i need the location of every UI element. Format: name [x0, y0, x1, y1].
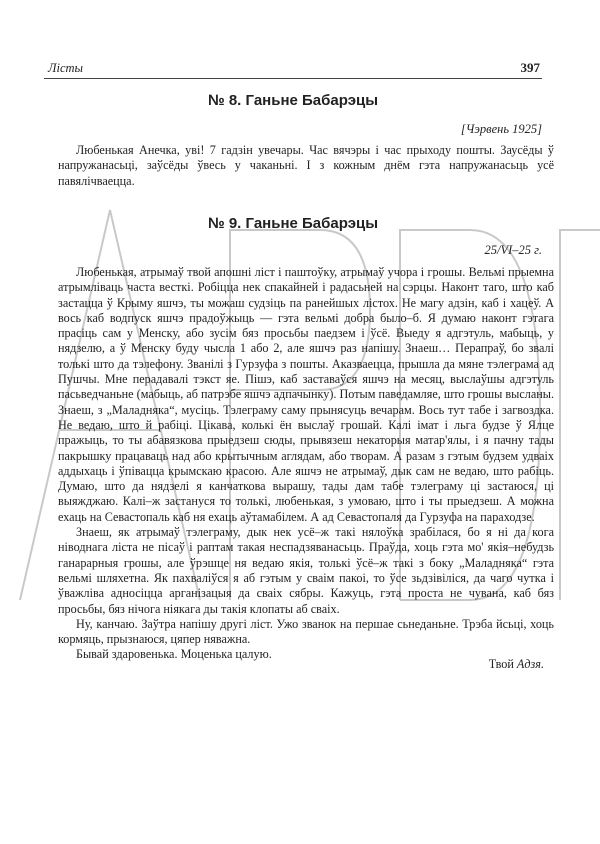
letter-9-title: № 9. Ганьне Бабарэцы [207, 215, 379, 232]
paragraph: Любенькая, атрымаў твой апошні ліст і паштоўку, атрымаў учора і грошы. Вельмі прыемна атрымліваць часта весткі. Робіцца нек спакайней і радасьней на сэрцы. Наконт таго, што каб застацца ў Крыму яшчэ, ты можаш судзіць па ранейшых лістох. Не магу адзін, каб і хацеў. А вось каб водпуск яшчэ прадоўжыць — гэта вельмі добра было–б. Я думаю наконт гэтага прасіць сам у Менску, або зусім бяз просьбы паедзем і ўсё. Выеду я адгэтуль, мабыць, у нядзелю, а ў Менску буду чысла 1 або 2, але яшчэ раз напішу. Знаеш… Перапраў, бо звалі толькі што да тэлефону. Званілі з Гурзуфа з пошты. Аказваецца, прышла да мяне тэлеграма ад Пушчы. Мне перадавалі тэкст яе. Пішэ, каб заставаўся яшчэ на месяц, выслаўшы адгэтуль пасьведчаньне (мабыць, аб патрэбе яшчэ адпачынку). Потым паведамляе, што грошы высланы. Знаеш, з „Маладняка“, мусіць. Тэлеграму саму прынясуць вечарам. Вось тут табе і загвоздка. Не ведаю, што й рабіці. Цікава, колькі ён выслаў грошай. Калі імат і льга будзе ў Ялце пражыць, то ты абавязкова прыедзеш сюды, прывязеш некаторыя матар'ялы, і я пачну тады пакрышку працаваць над або крытычным аглядам, або творам. А разам з гэтым будзем удваіх аддыхаць і ўпівацца крымскаю красою. Але яшчэ не атрымаў, дык сам не ведаю, што рабіць. Думаю, што да нядзелі я канчаткова вырашу, тады дам табе тэлеграму ці застаюся, ці выяжджаю. Калі–ж застануся то толькі, любенькая, з умоваю, што і ты прыедзеш. А можна ехаць на Севастопаль каб ня ехаць аўтамабілем. А ад Севастопаля да Гурзуфа на параходзе. [58, 265, 554, 524]
paragraph: Любенькая Анечка, уві! 7 гадзін увечары. Час вячэры і час прыходу пошты. Заусёды ў напружанасьці, заўсёды ўвесь у чаканьні. І з кожным днём гэта напружанасьць усё павялічваецца. [58, 143, 554, 188]
signature-prefix: Твой [488, 657, 514, 671]
running-title: Лісты [48, 61, 83, 75]
letter-8-body [58, 143, 554, 189]
letter-9-signature [489, 657, 544, 672]
paragraph: Ну, канчаю. Заўтра напішу другі ліст. Ужо званок на першае сьнеданьне. Трэба йсьці, хоць кормяць, прызнаюся, цяпер няважна. [58, 616, 554, 647]
paragraph: Бывай здаровенька. Моценька цалую. [76, 647, 272, 662]
letter-8-date: [Чэрвень 1925] [460, 122, 542, 136]
running-header [44, 60, 542, 79]
letter-9-date: 25/VI–25 г. [484, 243, 542, 257]
paragraph: Знаеш, як атрымаў тэлеграму, дык нек усё–ж такі нялоўка зрабілася, бо я ні да кога ніводнага ліста не пісаў і раптам такая неспадзяванасьць. Праўда, хоць гэта мо' якія–небудзь ганарарныя грошы, але ўрэшце ня ведаю якія, толькі ўсё–ж такі з боку „Маладняка“ гэта вельмі шляхетна. Як пахваліўся я аб гэтым у сваім пакоі, то ўсе зьдзівіліся, да чаго чутка і ўважліва адносіцца арганізацыя да сваіх сябры. Кажуць, гэта проста не чувана, каб бяз просьбы, бяз нічога ніякага ды такія клопаты аб сваіх. [58, 525, 554, 616]
letter-9-body [58, 265, 554, 663]
signature-name: Адзя. [516, 657, 544, 671]
page-number: 397 [520, 60, 540, 75]
letter-8-title: № 8. Ганьне Бабарэцы [207, 92, 379, 109]
